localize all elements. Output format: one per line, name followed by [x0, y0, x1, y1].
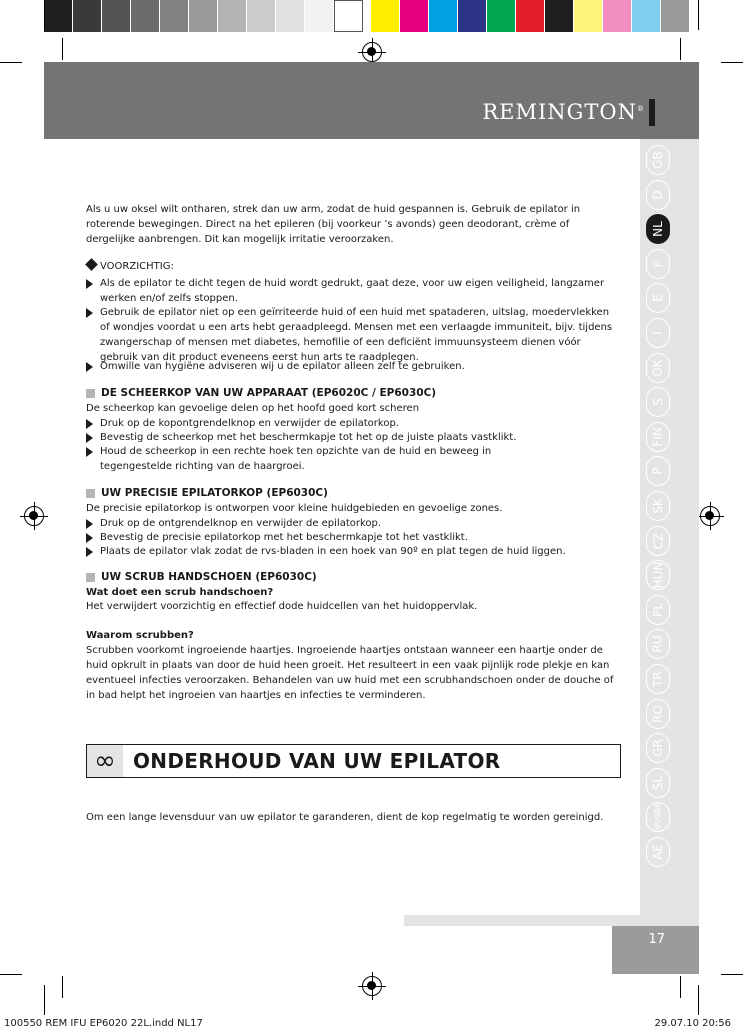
section-heading-scrub-glove: UW SCRUB HANDSCHOEN (EP6030C) — [86, 570, 317, 585]
crop-mark — [721, 62, 743, 63]
footer-file-info: 100550 REM IFU EP6020 22L.indd NL17 — [4, 1018, 203, 1029]
crop-mark — [0, 62, 22, 63]
list-item: Druk op de ontgrendelknop en verwijder de epilatorkop. — [86, 516, 616, 531]
color-swatch — [276, 0, 305, 32]
brand-bar — [649, 99, 655, 126]
language-tab-f — [646, 249, 670, 279]
color-swatch — [429, 0, 458, 32]
language-tab-label: RU — [651, 635, 665, 653]
color-swatch — [44, 0, 73, 32]
registration-mark-icon — [362, 42, 382, 62]
language-tab-label: I — [650, 331, 665, 335]
language-tab-sl — [646, 768, 670, 798]
list-item: Plaats de epilator vlak zodat de rvs-bladen in een hoek van 90º en plat tegen de huid liggen. — [86, 544, 616, 559]
language-tab-cz — [646, 526, 670, 556]
language-tab-label: HR/SRB — [653, 802, 663, 833]
language-tab-nl — [646, 214, 670, 244]
color-swatch — [247, 0, 276, 32]
language-tab-label: GR — [650, 739, 665, 758]
crop-mark — [44, 985, 45, 1015]
section-intro: De scheerkop kan gevoelige delen op het hoofd goed kort scheren — [86, 403, 420, 414]
language-tab-s — [646, 387, 670, 417]
language-tab-ro — [646, 699, 670, 729]
question: Wat doet een scrub handschoen? — [86, 587, 274, 598]
language-tab-dk — [646, 353, 670, 383]
answer: Het verwijdert voorzichtig en effectief dode huidcellen van het huidoppervlak. — [86, 601, 478, 612]
language-tab-label: DK — [650, 359, 665, 377]
intro-paragraph: Als u uw oksel wilt ontharen, strek dan uw arm, zodat de huid gespannen is. Gebruik de epilator in roterende bewegingen. Direct na het epileren (bij voorkeur ’s avonds) geen deodorant, crème of dergelijke aanbrengen. Dit kan mogelijk irritatie veroorzaken. — [86, 204, 581, 245]
color-swatch — [632, 0, 661, 32]
header-band — [44, 62, 699, 139]
color-swatch — [400, 0, 429, 32]
section-heading-precision-head: UW PRECISIE EPILATORKOP (EP6030C) — [86, 486, 328, 501]
language-tab-hr-srb — [646, 802, 670, 832]
language-tab-gb — [646, 145, 670, 175]
registration-mark-icon — [700, 506, 720, 526]
print-color-bar — [44, 0, 690, 32]
registration-mark-icon — [24, 506, 44, 526]
language-tab-sk — [646, 491, 670, 521]
crop-mark — [62, 976, 63, 998]
color-bar-gap — [363, 0, 371, 32]
page-number-box — [612, 926, 699, 974]
language-tab-gr — [646, 733, 670, 763]
color-swatch — [458, 0, 487, 32]
crop-mark — [721, 974, 743, 975]
language-tab-label: GB — [651, 151, 665, 169]
language-tab-hun — [646, 560, 670, 590]
language-tab-ru — [646, 629, 670, 659]
language-tab-label: CZ — [650, 532, 665, 549]
language-tab-i — [646, 318, 670, 348]
page-band — [404, 915, 699, 926]
crop-mark — [698, 0, 699, 30]
color-swatch — [102, 0, 131, 32]
color-swatch — [371, 0, 400, 32]
footer-timestamp: 29.07.10 20:56 — [654, 1018, 731, 1029]
registration-mark-icon — [362, 976, 382, 996]
color-swatch — [189, 0, 218, 32]
question: Waarom scrubben? — [86, 630, 194, 641]
crop-mark — [698, 985, 699, 1015]
warning-icon — [85, 258, 98, 271]
color-swatch — [334, 0, 363, 32]
warning-item: Als de epilator te dicht tegen de huid wordt gedrukt, gaat deze, voor uw eigen veiligheid, langzamer werken en/of zelfs stoppen. — [86, 276, 616, 306]
maintenance-paragraph: Om een lange levensduur van uw epilator te garanderen, dient de kop regelmatig te worden gereinigd. — [86, 812, 604, 823]
language-tab-ae — [646, 837, 670, 867]
color-swatch — [218, 0, 247, 32]
page-number: 17 — [648, 932, 665, 947]
language-tab-label: TR — [650, 671, 665, 687]
crop-mark — [680, 38, 681, 60]
language-tab-label: HUN — [651, 561, 666, 589]
language-tab-label: S — [651, 398, 665, 406]
list-item: Bevestig de scheerkop met het beschermkapje tot het op de juiste plaats vastklikt. — [86, 430, 616, 445]
language-tab-label: AE — [650, 844, 665, 860]
crop-mark — [62, 38, 63, 60]
main-section-title: ONDERHOUD VAN UW EPILATOR — [133, 749, 501, 773]
language-tab-label: P — [651, 467, 665, 476]
language-tab-label: RO — [650, 704, 665, 723]
list-item: Druk op de kopontgrendelknop en verwijder de epilatorkop. — [86, 416, 616, 431]
crop-mark — [680, 976, 681, 998]
section-intro: De precisie epilatorkop is ontworpen voor kleine huidgebieden en gevoelige zones. — [86, 503, 503, 514]
language-tab-label: SL — [651, 775, 665, 790]
language-tab-tr — [646, 664, 670, 694]
color-swatch — [516, 0, 545, 32]
color-swatch — [131, 0, 160, 32]
language-tab-d — [646, 180, 670, 210]
color-swatch — [603, 0, 632, 32]
crop-mark — [0, 974, 22, 975]
language-tab-e — [646, 283, 670, 313]
language-tab-label: E — [651, 294, 665, 303]
warning-title: VOORZICHTIG: — [86, 259, 616, 274]
section-heading-shaver-head: DE SCHEERKOP VAN UW APPARAAT (EP6020C / EP6030C) — [86, 386, 436, 401]
color-swatch — [487, 0, 516, 32]
color-swatch — [305, 0, 334, 32]
color-swatch — [574, 0, 603, 32]
language-tab-p — [646, 456, 670, 486]
infinity-icon: ∞ — [87, 745, 123, 777]
language-tab-pl — [646, 595, 670, 625]
warning-item: Omwille van hygiëne adviseren wij u de epilator alleen zelf te gebruiken. — [86, 359, 616, 374]
warning-item: Gebruik de epilator niet op een geïrriteerde huid of een huid met spataderen, uitslag, moedervlekken of wondjes voordat u een arts hebt geraadpleegd. Mensen met een verlaagde immuniteit, bijv. tijdens zwangerschap of mensen met diabetes, hemofilie of een deficiënt immuunsysteem dienen vóór gebruik van dit product eveneens eerst hun arts te raadplegen. — [86, 305, 616, 365]
answer: Scrubben voorkomt ingroeiende haartjes. Ingroeiende haartjes ontstaan wanneer een haartje onder de huid opkrult in plaats van door de huid heen groeit. Het resulteert in een vaak pijnlijk rode plekje en kan eventueel infecties veroorzaken. Behandelen van uw huid met een scrubhandschoen onder de douche of in bad helpt het ingroeien van haartjes en infecties te verminderen. — [86, 645, 614, 701]
language-tab-fin — [646, 422, 670, 452]
language-tab-label: PL — [650, 602, 665, 617]
language-tab-label: F — [651, 260, 665, 268]
color-swatch — [661, 0, 690, 32]
main-section-title-box — [86, 744, 621, 778]
list-item: Houd de scheerkop in een rechte hoek ten opzichte van de huid en beweeg in tegengestelde richting van de haargroei. — [86, 444, 566, 474]
list-item: Bevestig de precisie epilatorkop met het beschermkapje tot het vastklikt. — [86, 530, 616, 545]
brand-logo: REMINGTON® — [482, 100, 645, 124]
color-swatch — [160, 0, 189, 32]
language-tab-label: SK — [651, 498, 665, 514]
language-tab-label: FIN — [650, 427, 665, 447]
crop-mark — [44, 0, 45, 30]
color-swatch — [73, 0, 102, 32]
language-tab-label: D — [651, 189, 665, 200]
language-tab-label: NL — [650, 221, 665, 238]
color-swatch — [545, 0, 574, 32]
